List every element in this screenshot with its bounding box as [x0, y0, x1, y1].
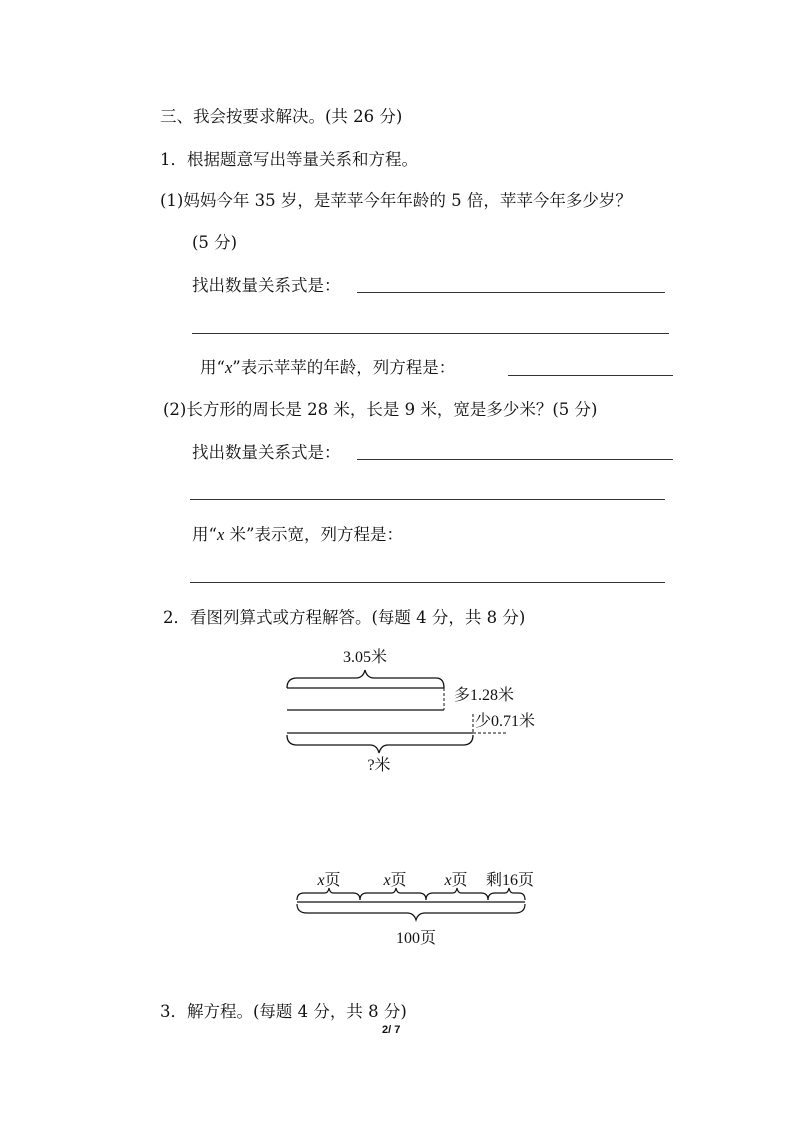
relation-label-2: 找出数量关系式是： — [192, 443, 341, 462]
less-label: 少0.71米 — [475, 713, 536, 730]
section-heading: 三、我会按要求解决。(共 26 分) — [160, 107, 403, 126]
answer-line-relation-1b[interactable] — [192, 333, 669, 334]
question-3-title: 3．解方程。(每题 4 分，共 8 分) — [160, 1002, 407, 1021]
bottom-brace — [287, 735, 473, 753]
segment-diagram-2 — [285, 860, 550, 955]
segment-label-remaining: 剩16页 — [485, 872, 535, 889]
pages-total-label: 100页 — [395, 930, 437, 947]
question-1-part-1-score: (5 分) — [192, 233, 238, 252]
equation-prompt-2-prefix: 用“ — [192, 525, 217, 544]
question-1-part-1-text: (1)妈妈今年 35 岁，是苹苹今年年龄的 5 倍，苹苹今年多少岁？ — [160, 191, 632, 210]
more-label: 多1.28米 — [454, 687, 515, 704]
pages-total-brace — [297, 904, 525, 920]
equation-prompt-1-suffix: ”表示苹苹的年龄，列方程是： — [232, 358, 456, 377]
question-1-title: 1．根据题意写出等量关系和方程。 — [160, 150, 418, 169]
answer-line-relation-1a[interactable] — [357, 292, 665, 293]
segment-label-1: x页 — [317, 872, 341, 889]
answer-line-equation-1[interactable] — [508, 375, 673, 376]
equation-prompt-1-variable: x — [224, 358, 233, 377]
answer-line-relation-2a[interactable] — [357, 459, 673, 460]
segment-label-3: x页 — [444, 872, 468, 889]
top-brace — [287, 670, 444, 688]
question-2-title: 2．看图列算式或方程解答。(每题 4 分，共 8 分) — [163, 608, 526, 627]
bottom-brace-label: ?米 — [367, 757, 391, 774]
relation-label-1: 找出数量关系式是： — [192, 276, 341, 295]
segment-brace-4 — [488, 888, 525, 900]
equation-prompt-2 — [192, 525, 403, 545]
equation-prompt-2-variable: x — [216, 525, 225, 544]
top-brace-label: 3.05米 — [342, 649, 388, 666]
equation-prompt-1 — [200, 358, 455, 378]
question-1-part-2-text: (2)长方形的周长是 28 米，长是 9 米，宽是多少米？(5 分) — [163, 400, 598, 419]
answer-line-equation-2[interactable] — [190, 582, 665, 583]
segment-brace-2 — [360, 888, 426, 900]
equation-prompt-2-suffix: 米”表示宽，列方程是： — [224, 525, 403, 544]
segment-label-2: x页 — [383, 872, 407, 889]
segment-brace-3 — [426, 888, 488, 900]
equation-prompt-1-prefix: 用“ — [200, 358, 225, 377]
segment-brace-1 — [297, 888, 360, 900]
page-number: 2/ 7 — [382, 1024, 401, 1036]
answer-line-relation-2b[interactable] — [190, 499, 665, 500]
segment-diagram-1 — [270, 640, 560, 780]
